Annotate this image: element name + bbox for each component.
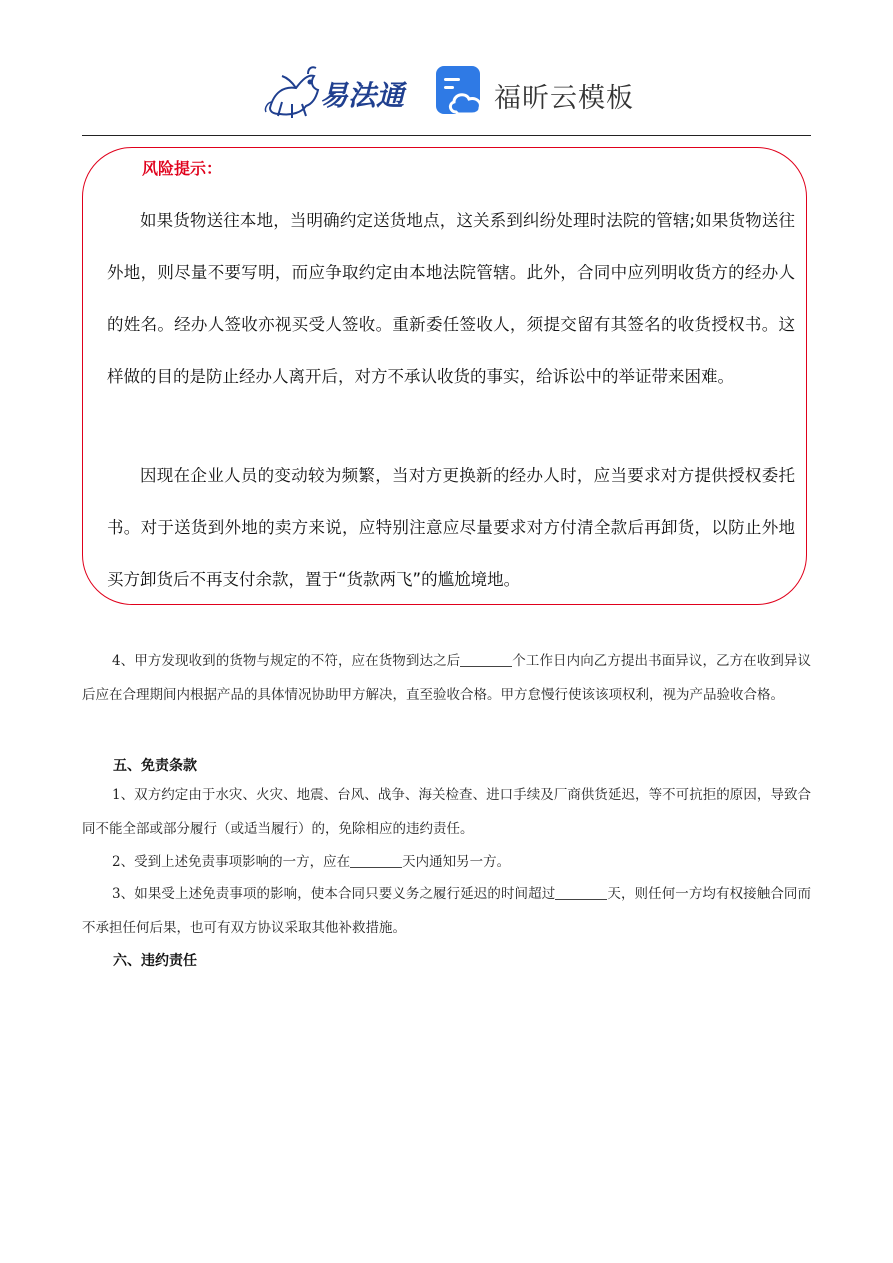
section-5-item-2 xyxy=(82,846,811,880)
risk-paragraph-1: 如果货物送往本地，当明确约定送货地点，这关系到纠纷处理时法院的管辖;如果货物送往外地，则尽量不要写明，而应争取约定由本地法院管辖。此外，合同中应列明收货方的经办人的姓名。经办人签收亦视买受人签收。重新委任签收人，须提交留有其签名的收货授权书。这样做的目的是防止经办人离开后，对方不承认收货的事实，给诉讼中的举证带来困难。 xyxy=(107,211,795,386)
clause-4-text-b: 个工作日内向乙方提出书面异议，乙方在收到异议后应在合理期间内根据产品的具体情况协助甲方解决，直至验收合格。甲方怠慢行使该该项权利，视为产品验收合格。 xyxy=(82,653,812,703)
clause-4-text-a: 4、甲方发现收到的货物与规定的不符，应在货物到达之后 xyxy=(112,653,461,669)
header-divider xyxy=(82,135,811,136)
section-6-title: 六、违约责任 xyxy=(113,953,197,969)
yifatong-logo xyxy=(262,62,412,120)
risk-paragraph-2: 因现在企业人员的变动较为频繁，当对方更换新的经办人时，应当要求对方提供授权委托书。对于送货到外地的卖方来说，应特别注意应尽量要求对方付清全款后再卸货，以防止外地买方卸货后不再支付余款，置于“货款两飞”的尴尬境地。 xyxy=(107,466,795,589)
clause-4 xyxy=(82,645,811,712)
blank-line xyxy=(350,853,402,868)
item-2-text-a: 2、受到上述免责事项影响的一方，应在 xyxy=(112,854,351,870)
item-3-text-b: 天，则任何一方均有权接触合同而不承担任何后果，也可有双方协议采取其他补救措施。 xyxy=(82,886,812,936)
logo-left-text: 易法通 xyxy=(320,79,405,112)
cloud-doc-icon xyxy=(436,66,488,118)
logo-right-text: 福昕云模板 xyxy=(494,83,634,114)
blank-line xyxy=(460,652,512,667)
item-3-text-a: 3、如果受上述免责事项的影响，使本合同只要义务之履行延迟的时间超过 xyxy=(112,886,556,902)
risk-title: 风险提示： xyxy=(142,159,223,178)
page-header xyxy=(0,60,893,122)
item-2-text-b: 天内通知另一方。 xyxy=(402,854,511,870)
section-5-item-1: 1、双方约定由于水灾、火灾、地震、台风、战争、海关检查、进口手续及厂商供货延迟，等不可抗拒的原因，导致合同不能全部或部分履行（或适当履行）的，免除相应的违约责任。 xyxy=(82,787,811,837)
blank-line xyxy=(555,885,607,900)
section-5-item-3 xyxy=(82,878,811,945)
section-5-title: 五、免责条款 xyxy=(113,758,197,774)
